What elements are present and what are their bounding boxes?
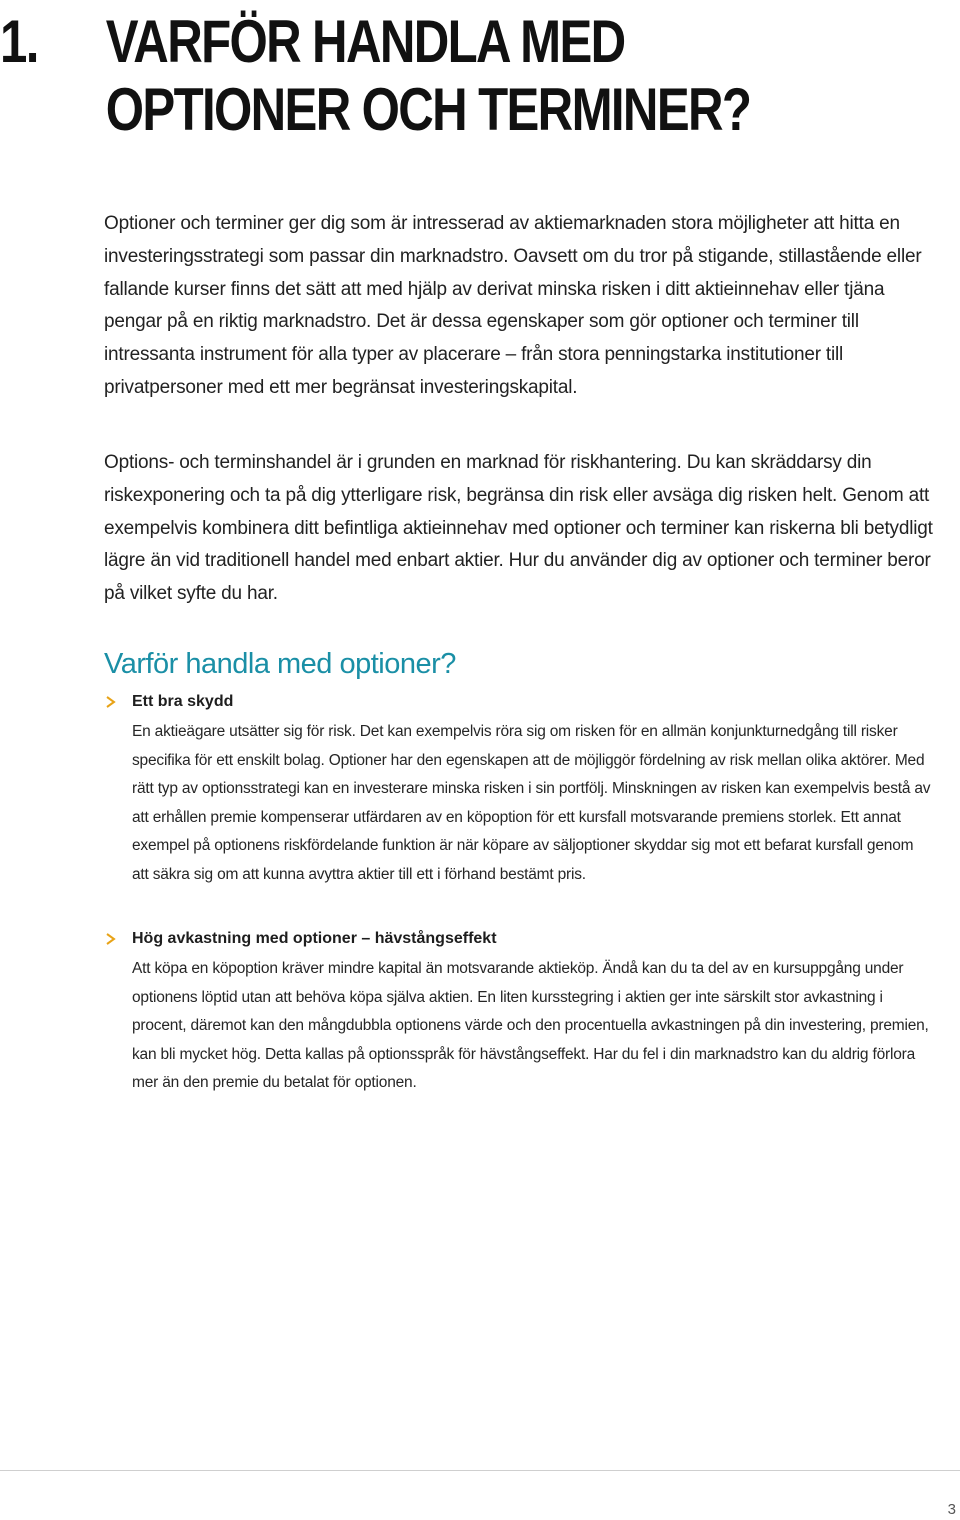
chapter-number: 1. — [0, 8, 38, 75]
chevron-right-icon — [104, 691, 118, 713]
bullet-item-hog-avkastning — [104, 928, 934, 1098]
intro-paragraph-2: Options- och terminshandel är i grunden en marknad för riskhantering. Du kan skräddarsy din riskexponering och ta på dig ytterligare risk, begränsa din risk eller avsäga dig risken helt. Genom att exempelvis kombinera ditt befintliga aktieinnehav med optioner och terminer kan riskerna bli betydligt lägre än vid traditionell handel med enbart aktier. Hur du använder dig av optioner och terminer beror på vilket syfte du har. — [104, 452, 933, 605]
bullet-body: En aktieägare utsätter sig för risk. Det kan exempelvis röra sig om risken för en allmän konjunkturnedgång till risker specifika för ett enskilt bolag. Optioner har den egenskapen att de möjliggör fördelning av risk mellan olika aktörer. Med rätt typ av optionsstrategi kan en investerare minska risken i sin portfölj. Minskningen av risken kan exempelvis bestå av att erhållen premie kompenserar utfärdaren av en köpoption för ett kursfall motsvarande premiens storlek. Ett annat exempel på optionens riskfördelande funktion är när köpare av säljoptioner skyddar sig mot ett befarat kursfall genom att säkra sig om att kunna avyttra aktier till ett i förhand bestämt pris. — [132, 723, 931, 883]
intro-paragraph-1: Optioner och terminer ger dig som är intresserad av aktiemarknaden stora möjligheter att hitta en investeringsstrategi som passar din marknadstro. Oavsett om du tror på stigande, stillastående eller fallande kurser finns det sätt att med hjälp av derivat minska risken i ditt aktieinnehav eller tjäna pengar på en riktig marknadstro. Det är dessa egenskaper som gör optioner och terminer till intressanta instrument för alla typer av placerare – från stora penningstarka institutioner till privatpersoner med ett mer begränsat investeringskapital. — [104, 213, 922, 398]
page-number: 3 — [947, 1501, 956, 1518]
bullet-body: Att köpa en köpoption kräver mindre kapital än motsvarande aktieköp. Ändå kan du ta del av en kursuppgång under optionens löptid utan att behöva köpa själva aktien. En liten kursstegring i aktien ger inte särskilt stor avkastning i procent, däremot kan den mångdubbla optionens värde och den procentuella avkastningen på din investering, premien, kan bli mycket hög. Detta kallas på optionsspråk för hävstångseffekt. Har du fel i din marknadstro kan du aldrig förlora mer än den premie du betalat för optionen. — [132, 960, 929, 1091]
chapter-title-line2: OPTIONER OCH TERMINER? — [105, 76, 751, 143]
section-heading: Varför handla med optioner? — [104, 648, 456, 680]
bullet-item-ett-bra-skydd — [104, 691, 934, 889]
chevron-right-icon — [104, 928, 118, 950]
chapter-title — [0, 8, 771, 144]
footer-divider — [0, 1470, 960, 1471]
chapter-title-line1: VARFÖR HANDLA MED — [105, 8, 625, 75]
bullet-title: Hög avkastning med optioner – hävstångseffekt — [132, 930, 497, 947]
bullet-title: Ett bra skydd — [132, 693, 234, 710]
